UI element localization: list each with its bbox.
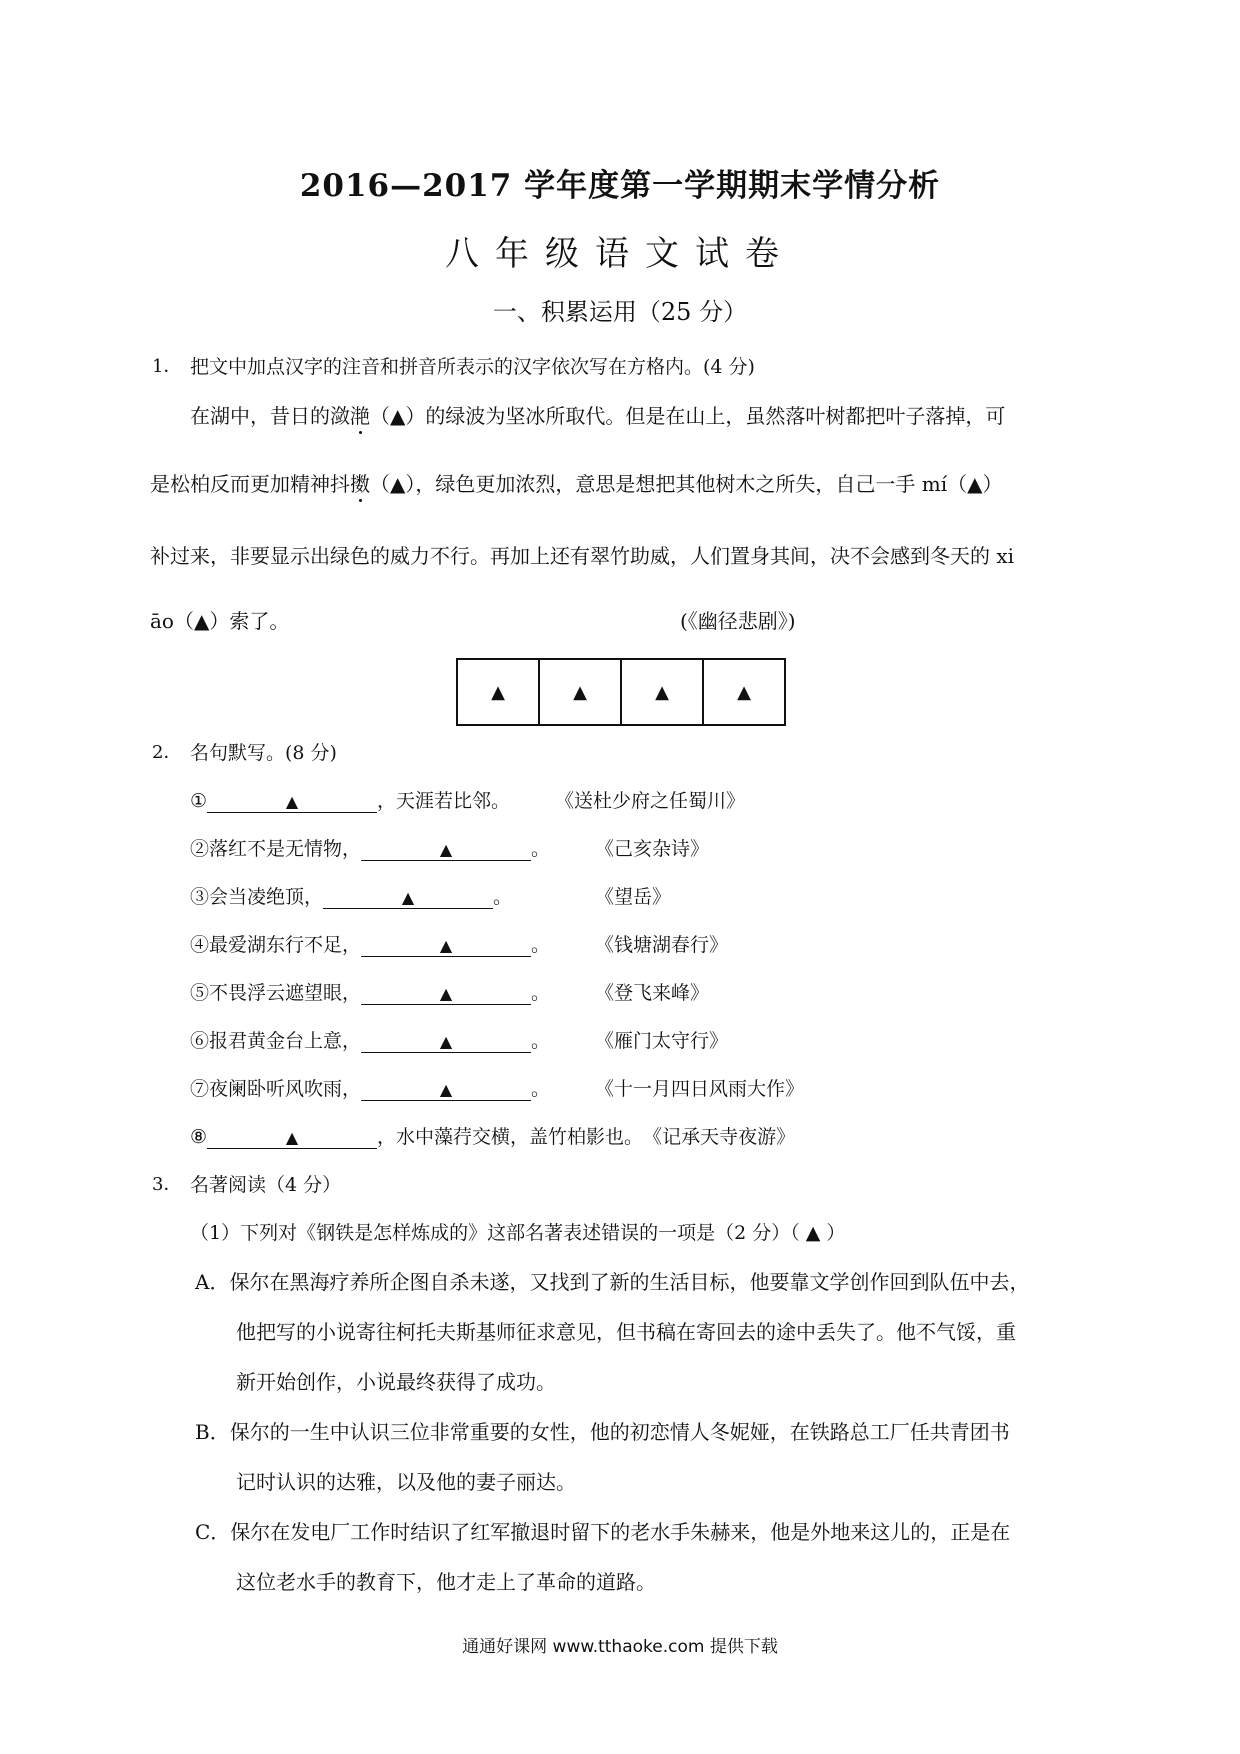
- poem-line-7: [190, 1074, 805, 1101]
- poem-prefix: ④最爱湖东行不足，: [190, 934, 362, 956]
- section-title: 一、积累运用（25 分）: [492, 298, 748, 326]
- poem-prefix: ⑤不畏浮云遮望眼，: [190, 982, 362, 1004]
- poem-source: 《登飞来峰》: [595, 982, 710, 1004]
- fill-blank[interactable]: ▲: [361, 1080, 531, 1101]
- poem-line-2: [190, 834, 710, 861]
- poem-line-8: [190, 1122, 795, 1149]
- q1-passage-line2: [150, 468, 1090, 497]
- poem-source: 《雁门太守行》: [595, 1030, 729, 1052]
- poem-line-4: [190, 930, 729, 957]
- option-a-line2: 他把写的小说寄往柯托夫斯基师征求意见，但书稿在寄回去的途中丢失了。他不气馁，重: [236, 1320, 1016, 1344]
- poem-suffix: 。: [493, 886, 513, 908]
- q3-prompt: 名著阅读（4 分）: [190, 1174, 342, 1196]
- poem-source: 《送杜少府之任蜀川》: [555, 790, 746, 812]
- q1-passage-line1: [190, 400, 1130, 429]
- poem-suffix: 。: [531, 982, 551, 1004]
- poem-source: 《钱塘湖春行》: [595, 934, 729, 956]
- poem-prefix: ③会当凌绝顶，: [190, 886, 324, 908]
- poem-prefix: ⑧: [190, 1126, 208, 1148]
- poem-line-1: [190, 786, 746, 813]
- q1-dotted-char-2: 擞: [350, 472, 370, 496]
- q2-number: 2．: [152, 742, 182, 763]
- option-b-line2: 记时认识的达雅，以及他的妻子丽达。: [236, 1470, 576, 1494]
- answer-cell[interactable]: ▲: [702, 660, 784, 724]
- poem-source: 《记承天寺夜游》: [643, 1126, 796, 1148]
- poem-prefix: ⑦夜阑卧听风吹雨，: [190, 1078, 362, 1100]
- answer-cell[interactable]: ▲: [620, 660, 702, 724]
- poem-prefix: ⑥报君黄金台上意，: [190, 1030, 362, 1052]
- q3-number: 3．: [152, 1174, 182, 1195]
- answer-cell[interactable]: ▲: [538, 660, 620, 724]
- fill-blank[interactable]: ▲: [207, 1128, 377, 1149]
- answer-grid: [456, 658, 786, 726]
- poem-suffix: ，天涯若比邻。: [377, 790, 511, 812]
- poem-suffix: 。: [531, 838, 551, 860]
- q1-line1-text-a: 在湖中，昔日的潋: [190, 404, 350, 428]
- option-c-line2: 这位老水手的教育下，他才走上了革命的道路。: [236, 1570, 656, 1594]
- option-c-line1: C．保尔在发电厂工作时结识了红军撤退时留下的老水手朱赫来，他是外地来这儿的，正是在: [195, 1520, 1011, 1544]
- q1-line1-text-b: （▲）的绿波为坚冰所取代。但是在山上，虽然落叶树都把叶子落掉，可: [370, 404, 1006, 428]
- q1-line2-text-a: 是松柏反而更加精神抖: [150, 472, 350, 496]
- answer-cell[interactable]: ▲: [491, 681, 505, 703]
- poem-suffix: 。: [531, 1030, 551, 1052]
- q1-prompt: 把文中加点汉字的注音和拼音所表示的汉字依次写在方格内。(4 分): [190, 356, 755, 378]
- q1-passage-line4: [150, 605, 1090, 634]
- poem-prefix: ①: [190, 790, 208, 812]
- poem-source: 《十一月四日风雨大作》: [595, 1078, 805, 1100]
- q1-passage-line3: 补过来，非要显示出绿色的威力不行。再加上还有翠竹助威，人们置身其间，决不会感到冬天的 xi: [150, 544, 1015, 568]
- q1-line4-text: āo（▲）索了。: [150, 609, 290, 633]
- fill-blank[interactable]: ▲: [323, 888, 493, 909]
- exam-subtitle: 八年级语文试卷: [445, 234, 795, 274]
- option-a-line1: A．保尔在黑海疗养所企图自杀未遂，又找到了新的生活目标，他要靠文学创作回到队伍中去，: [195, 1270, 1030, 1294]
- poem-line-5: [190, 978, 710, 1005]
- fill-blank[interactable]: ▲: [361, 1032, 531, 1053]
- page-footer: 通通好课网 www.tthaoke.com 提供下载: [462, 1637, 778, 1657]
- q1-dotted-char-1: 滟: [350, 404, 370, 428]
- q3-sub1: （1）下列对《钢铁是怎样炼成的》这部名著表述错误的一项是（2 分）（ ▲ ）: [190, 1222, 846, 1244]
- poem-prefix: ②落红不是无情物，: [190, 838, 362, 860]
- q2-prompt: 名句默写。(8 分): [190, 742, 337, 764]
- fill-blank[interactable]: ▲: [361, 840, 531, 861]
- fill-blank[interactable]: ▲: [361, 936, 531, 957]
- fill-blank[interactable]: ▲: [361, 984, 531, 1005]
- poem-source: 《己亥杂诗》: [595, 838, 710, 860]
- q1-passage-source: (《幽径悲剧》): [680, 609, 796, 633]
- q1-number: 1．: [152, 356, 182, 377]
- poem-line-6: [190, 1026, 729, 1053]
- exam-title: 2016—2017 学年度第一学期期末学情分析: [299, 168, 941, 204]
- option-a-line3: 新开始创作，小说最终获得了成功。: [236, 1370, 556, 1394]
- poem-suffix: ，水中藻荇交横，盖竹柏影也。: [377, 1126, 644, 1148]
- poem-source: 《望岳》: [595, 886, 672, 908]
- option-b-line1: B．保尔的一生中认识三位非常重要的女性，他的初恋情人冬妮娅，在铁路总工厂任共青团书: [195, 1420, 1010, 1444]
- poem-line-3: [190, 882, 672, 909]
- q1-line2-text-b: （▲），绿色更加浓烈，意思是想把其他树木之所失，自己一手 mí（▲）: [370, 472, 1003, 496]
- fill-blank[interactable]: ▲: [207, 792, 377, 813]
- poem-suffix: 。: [531, 934, 551, 956]
- poem-suffix: 。: [531, 1078, 551, 1100]
